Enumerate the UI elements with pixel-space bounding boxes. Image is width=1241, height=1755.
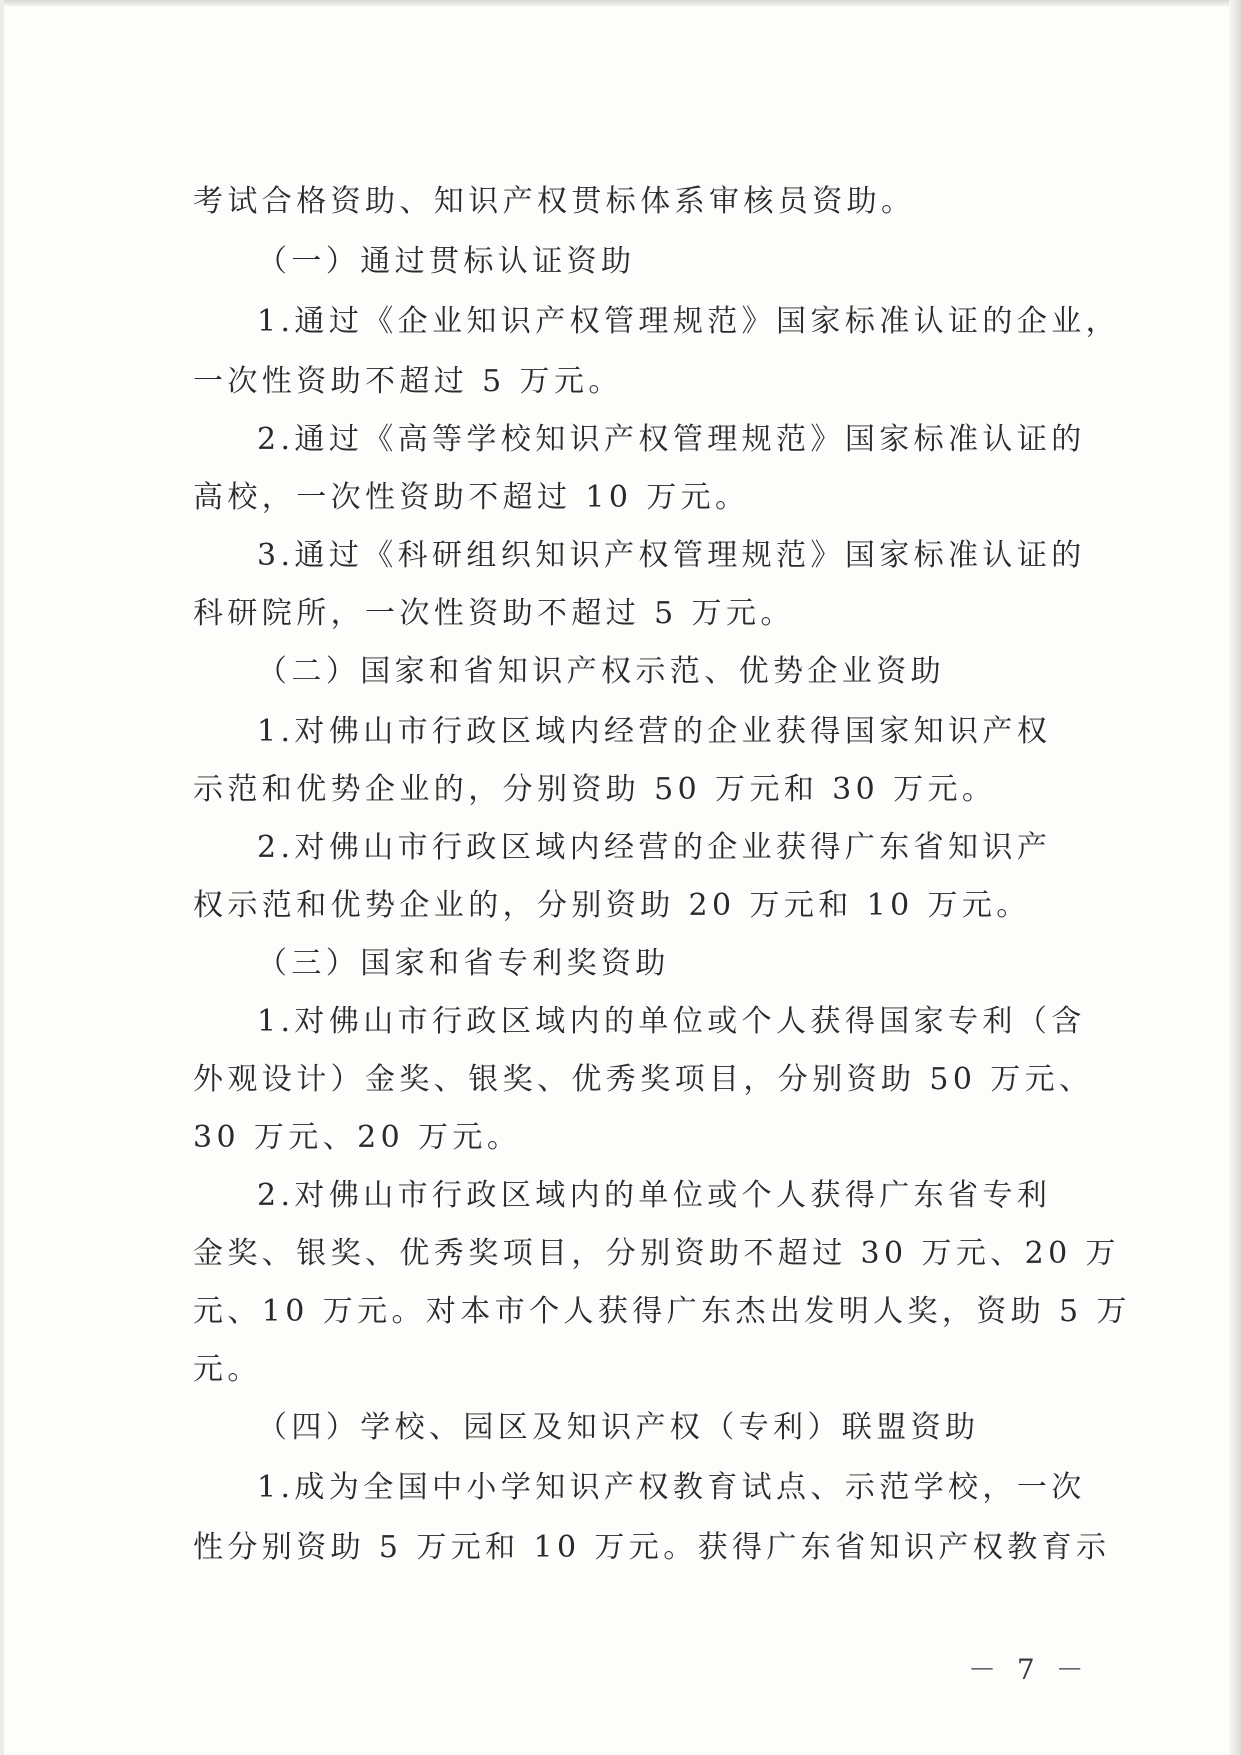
scan-edge-top (0, 0, 1241, 6)
text-line: 一次性资助不超过 5 万元。 (193, 364, 623, 399)
text-line: 示范和优势企业的，分别资助 50 万元和 30 万元。 (193, 772, 997, 807)
scan-edge-right (1229, 0, 1241, 1755)
text-line: 30 万元、20 万元。 (193, 1120, 522, 1155)
text-line: 权示范和优势企业的，分别资助 20 万元和 10 万元。 (193, 888, 1031, 923)
text-line: 1.成为全国中小学知识产权教育试点、示范学校，一次 (257, 1470, 1086, 1505)
text-line: 2.对佛山市行政区域内经营的企业获得广东省知识产 (257, 830, 1052, 865)
text-line: 1.对佛山市行政区域内的单位或个人获得国家专利（含 (257, 1004, 1086, 1039)
section-heading: （二）国家和省知识产权示范、优势企业资助 (257, 654, 945, 689)
text-line: 2.对佛山市行政区域内的单位或个人获得广东省专利 (257, 1178, 1052, 1213)
scan-edge-left (0, 0, 4, 1755)
page-number: － 7 － (968, 1653, 1090, 1686)
text-line: 元、10 万元。对本市个人获得广东杰出发明人奖，资助 5 万 (193, 1294, 1131, 1329)
text-line: 外观设计）金奖、银奖、优秀奖项目，分别资助 50 万元、 (193, 1062, 1094, 1097)
section-heading: （三）国家和省专利奖资助 (257, 946, 670, 981)
text-line: 元。 (193, 1352, 262, 1387)
text-line: 1.对佛山市行政区域内经营的企业获得国家知识产权 (257, 714, 1052, 749)
text-line: 性分别资助 5 万元和 10 万元。获得广东省知识产权教育示 (193, 1530, 1111, 1565)
section-heading: （一）通过贯标认证资助 (257, 244, 636, 279)
text-line: 科研院所，一次性资助不超过 5 万元。 (193, 596, 795, 631)
text-line: 考试合格资助、知识产权贯标体系审核员资助。 (193, 184, 916, 219)
section-heading: （四）学校、园区及知识产权（专利）联盟资助 (257, 1410, 980, 1445)
text-line: 3.通过《科研组织知识产权管理规范》国家标准认证的 (257, 538, 1086, 573)
text-line: 金奖、银奖、优秀奖项目，分别资助不超过 30 万元、20 万 (193, 1236, 1120, 1271)
text-line: 1.通过《企业知识产权管理规范》国家标准认证的企业， (257, 304, 1121, 339)
text-line: 高校，一次性资助不超过 10 万元。 (193, 480, 750, 515)
text-line: 2.通过《高等学校知识产权管理规范》国家标准认证的 (257, 422, 1086, 457)
